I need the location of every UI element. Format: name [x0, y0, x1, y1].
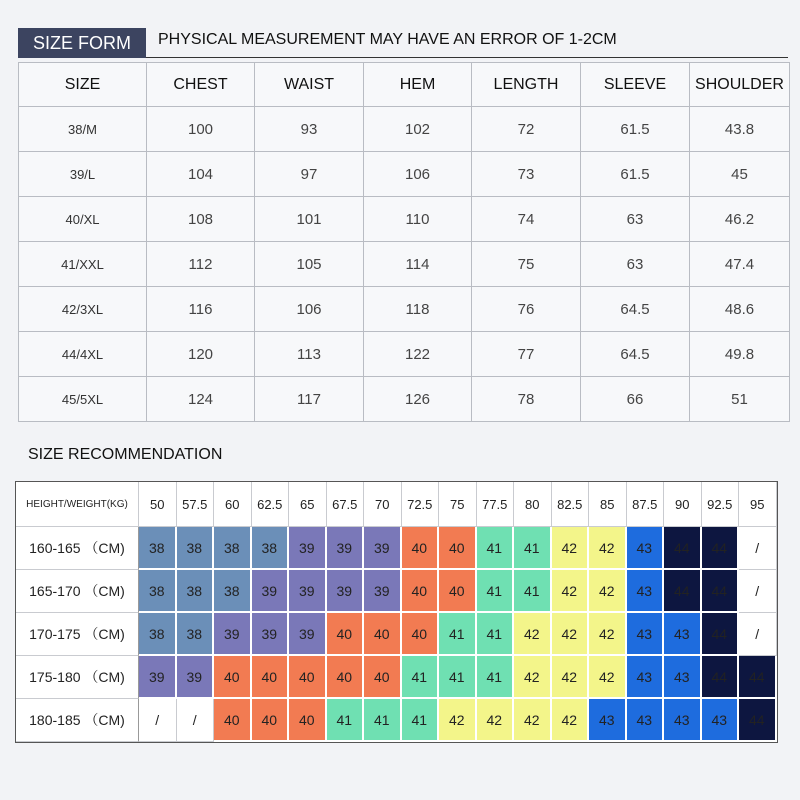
size-cell: 38	[177, 570, 215, 613]
size-cell: 40	[402, 527, 440, 570]
table-cell: 77	[472, 332, 581, 377]
size-cell: 40	[327, 656, 365, 699]
weight-header: 92.5	[702, 482, 740, 527]
size-cell: 38	[214, 527, 252, 570]
weight-header: 72.5	[402, 482, 440, 527]
weight-header: 95	[739, 482, 777, 527]
size-cell: 38	[139, 613, 177, 656]
weight-header: 50	[139, 482, 177, 527]
table-cell: 63	[581, 242, 690, 287]
size-cell: 42	[552, 656, 590, 699]
table-cell: 64.5	[581, 332, 690, 377]
size-cell: 44	[739, 699, 777, 742]
size-cell: 41	[514, 527, 552, 570]
size-cell: 41	[402, 699, 440, 742]
table-cell: 106	[364, 152, 472, 197]
size-cell: 39	[214, 613, 252, 656]
size-cell: 39	[364, 527, 402, 570]
table-cell: 64.5	[581, 287, 690, 332]
weight-header: 77.5	[477, 482, 515, 527]
size-cell: 40	[289, 656, 327, 699]
size-cell: 44	[702, 570, 740, 613]
weight-header: 85	[589, 482, 627, 527]
table-cell: 105	[255, 242, 364, 287]
weight-header: 80	[514, 482, 552, 527]
size-cell: 39	[177, 656, 215, 699]
table-cell: 116	[147, 287, 255, 332]
no-size-cell: /	[177, 699, 215, 742]
size-cell: 41	[477, 570, 515, 613]
weight-header: 57.5	[177, 482, 215, 527]
size-cell: 43	[627, 570, 665, 613]
table-cell: 73	[472, 152, 581, 197]
table-cell: 104	[147, 152, 255, 197]
size-form-badge: SIZE FORM	[18, 28, 146, 58]
size-label: 40/XL	[19, 197, 147, 242]
size-form-header	[18, 28, 788, 58]
table-cell: 118	[364, 287, 472, 332]
size-cell: 41	[514, 570, 552, 613]
size-cell: 40	[252, 656, 290, 699]
weight-header-row	[16, 482, 777, 527]
size-cell: 41	[439, 613, 477, 656]
size-cell: 38	[252, 527, 290, 570]
table-cell: 117	[255, 377, 364, 422]
height-weight-corner-label: HEIGHT/WEIGHT(KG)	[16, 482, 139, 527]
size-cell: 39	[139, 656, 177, 699]
column-header: SHOULDER	[690, 63, 790, 107]
height-label: 170-175 （CM)	[16, 613, 139, 656]
size-cell: 44	[664, 570, 702, 613]
weight-header: 87.5	[627, 482, 665, 527]
size-cell: 42	[514, 656, 552, 699]
size-cell: 40	[214, 656, 252, 699]
size-cell: 39	[252, 570, 290, 613]
size-cell: 40	[289, 699, 327, 742]
size-cell: 43	[664, 656, 702, 699]
size-cell: 39	[364, 570, 402, 613]
size-cell: 41	[477, 656, 515, 699]
table-cell: 93	[255, 107, 364, 152]
size-label: 42/3XL	[19, 287, 147, 332]
size-cell: 40	[402, 570, 440, 613]
height-row	[16, 570, 777, 613]
table-row	[19, 197, 790, 242]
table-cell: 97	[255, 152, 364, 197]
size-label: 44/4XL	[19, 332, 147, 377]
table-cell: 72	[472, 107, 581, 152]
size-cell: 38	[139, 527, 177, 570]
size-cell: 40	[402, 613, 440, 656]
table-cell: 61.5	[581, 152, 690, 197]
size-cell: 42	[439, 699, 477, 742]
size-cell: 42	[589, 656, 627, 699]
height-row	[16, 527, 777, 570]
height-row	[16, 613, 777, 656]
table-cell: 110	[364, 197, 472, 242]
table-row	[19, 377, 790, 422]
table-row	[19, 152, 790, 197]
table-cell: 120	[147, 332, 255, 377]
table-cell: 48.6	[690, 287, 790, 332]
table-row	[19, 242, 790, 287]
column-header: SIZE	[19, 63, 147, 107]
size-cell: 42	[514, 613, 552, 656]
size-cell: 44	[739, 656, 777, 699]
size-cell: 42	[552, 570, 590, 613]
height-label: 180-185 （CM)	[16, 699, 139, 742]
table-cell: 45	[690, 152, 790, 197]
height-label: 165-170 （CM)	[16, 570, 139, 613]
table-cell: 114	[364, 242, 472, 287]
size-cell: 40	[252, 699, 290, 742]
weight-header: 82.5	[552, 482, 590, 527]
size-cell: 43	[589, 699, 627, 742]
size-cell: 41	[327, 699, 365, 742]
header-divider	[146, 57, 788, 58]
weight-header: 62.5	[252, 482, 290, 527]
column-header: CHEST	[147, 63, 255, 107]
size-cell: 41	[364, 699, 402, 742]
size-cell: 41	[439, 656, 477, 699]
size-cell: 44	[702, 613, 740, 656]
column-header: LENGTH	[472, 63, 581, 107]
size-cell: 38	[177, 613, 215, 656]
table-cell: 122	[364, 332, 472, 377]
weight-header: 65	[289, 482, 327, 527]
size-form-header-row	[19, 63, 790, 107]
table-cell: 113	[255, 332, 364, 377]
size-cell: 41	[477, 527, 515, 570]
size-cell: 40	[214, 699, 252, 742]
size-cell: 41	[477, 613, 515, 656]
weight-header: 75	[439, 482, 477, 527]
no-size-cell: /	[739, 613, 777, 656]
size-cell: 44	[702, 527, 740, 570]
size-cell: 41	[402, 656, 440, 699]
size-cell: 42	[477, 699, 515, 742]
size-cell: 40	[439, 527, 477, 570]
size-recommendation-table	[15, 481, 778, 743]
size-cell: 38	[139, 570, 177, 613]
table-row	[19, 287, 790, 332]
size-cell: 39	[289, 527, 327, 570]
size-cell: 44	[664, 527, 702, 570]
table-cell: 100	[147, 107, 255, 152]
height-row	[16, 656, 777, 699]
measurement-error-note: PHYSICAL MEASUREMENT MAY HAVE AN ERROR OF 1-2CM	[158, 31, 617, 48]
size-recommendation-title: SIZE RECOMMENDATION	[28, 446, 223, 463]
size-cell: 42	[514, 699, 552, 742]
size-cell: 42	[552, 613, 590, 656]
size-cell: 39	[327, 527, 365, 570]
table-cell: 63	[581, 197, 690, 242]
size-cell: 43	[627, 699, 665, 742]
size-cell: 42	[589, 527, 627, 570]
table-cell: 106	[255, 287, 364, 332]
size-label: 41/XXL	[19, 242, 147, 287]
size-cell: 43	[664, 613, 702, 656]
table-row	[19, 107, 790, 152]
size-cell: 38	[177, 527, 215, 570]
table-cell: 76	[472, 287, 581, 332]
table-cell: 74	[472, 197, 581, 242]
table-cell: 112	[147, 242, 255, 287]
table-cell: 61.5	[581, 107, 690, 152]
height-row	[16, 699, 777, 742]
table-cell: 47.4	[690, 242, 790, 287]
size-cell: 42	[589, 613, 627, 656]
table-cell: 78	[472, 377, 581, 422]
column-header: SLEEVE	[581, 63, 690, 107]
table-cell: 75	[472, 242, 581, 287]
table-cell: 49.8	[690, 332, 790, 377]
size-label: 38/M	[19, 107, 147, 152]
table-cell: 66	[581, 377, 690, 422]
weight-header: 70	[364, 482, 402, 527]
size-cell: 43	[627, 527, 665, 570]
size-cell: 38	[214, 570, 252, 613]
size-cell: 42	[552, 699, 590, 742]
size-cell: 42	[552, 527, 590, 570]
size-label: 45/5XL	[19, 377, 147, 422]
size-cell: 39	[289, 570, 327, 613]
size-cell: 40	[364, 613, 402, 656]
size-cell: 40	[327, 613, 365, 656]
size-cell: 43	[664, 699, 702, 742]
table-row	[19, 332, 790, 377]
table-cell: 124	[147, 377, 255, 422]
table-cell: 101	[255, 197, 364, 242]
no-size-cell: /	[739, 527, 777, 570]
table-cell: 51	[690, 377, 790, 422]
height-label: 160-165 （CM)	[16, 527, 139, 570]
size-cell: 40	[439, 570, 477, 613]
table-cell: 46.2	[690, 197, 790, 242]
table-cell: 43.8	[690, 107, 790, 152]
table-cell: 108	[147, 197, 255, 242]
size-cell: 43	[627, 613, 665, 656]
weight-header: 90	[664, 482, 702, 527]
size-cell: 43	[702, 699, 740, 742]
size-cell: 43	[627, 656, 665, 699]
weight-header: 67.5	[327, 482, 365, 527]
table-cell: 102	[364, 107, 472, 152]
column-header: HEM	[364, 63, 472, 107]
table-cell: 126	[364, 377, 472, 422]
size-label: 39/L	[19, 152, 147, 197]
size-cell: 39	[252, 613, 290, 656]
size-form-table	[18, 62, 790, 422]
no-size-cell: /	[739, 570, 777, 613]
weight-header: 60	[214, 482, 252, 527]
height-label: 175-180 （CM)	[16, 656, 139, 699]
column-header: WAIST	[255, 63, 364, 107]
size-cell: 40	[364, 656, 402, 699]
size-cell: 44	[702, 656, 740, 699]
size-cell: 42	[589, 570, 627, 613]
size-cell: 39	[289, 613, 327, 656]
size-cell: 39	[327, 570, 365, 613]
no-size-cell: /	[139, 699, 177, 742]
